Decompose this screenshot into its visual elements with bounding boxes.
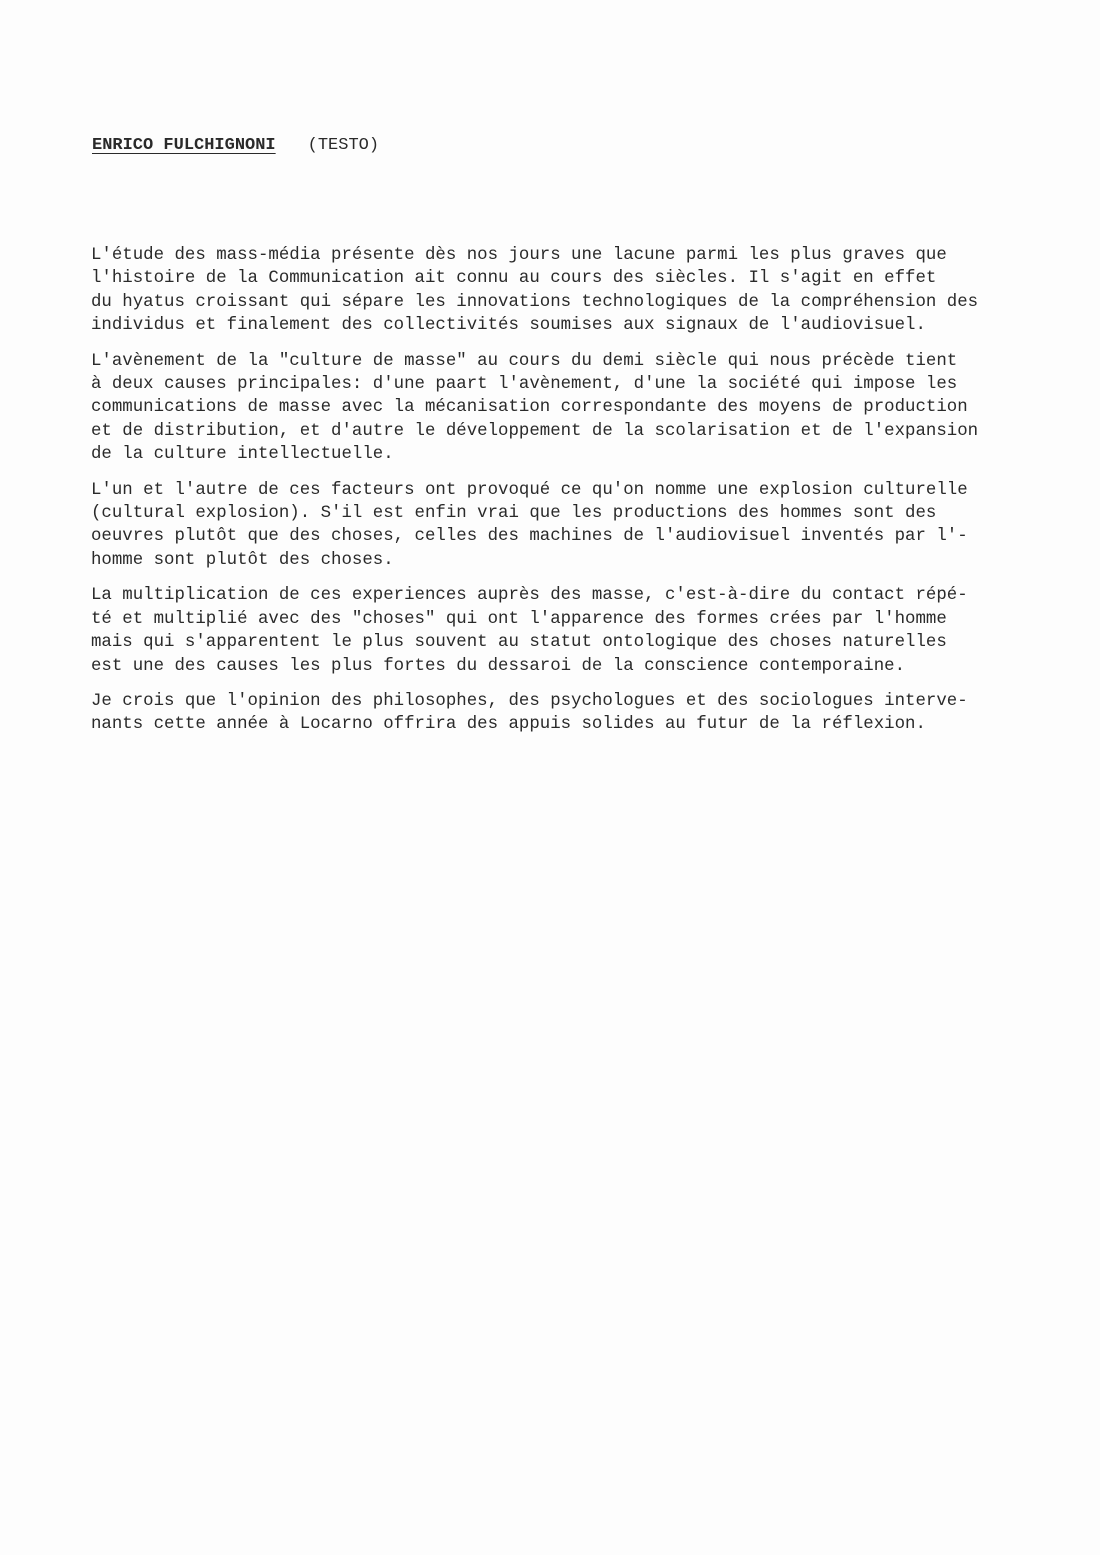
text-line: à deux causes principales: d'une paart l'avènement, d'une la société qui impose les	[91, 375, 958, 395]
text-line: L'avènement de la "culture de masse" au cours du demi siècle qui nous précède tient	[91, 351, 958, 371]
document-body	[91, 244, 1051, 749]
text-line: té et multiplié avec des "choses" qui ont l'apparence des formes crées par l'homme	[91, 609, 947, 629]
text-line: de la culture intellectuelle.	[91, 445, 394, 465]
document-label: (TESTO)	[307, 136, 380, 155]
text-line: L'un et l'autre de ces facteurs ont provoqué ce qu'on nomme une explosion culturelle	[91, 480, 968, 500]
text-line: communications de masse avec la mécanisation correspondante des moyens de production	[91, 398, 968, 418]
text-line: du hyatus croissant qui sépare les innovations technologiques de la compréhension des	[91, 292, 979, 312]
author-name: ENRICO FULCHIGNONI	[92, 136, 276, 155]
text-line: l'histoire de la Communication ait connu au cours des siècles. Il s'agit en effet	[91, 269, 937, 289]
paragraph-5	[91, 690, 1051, 737]
text-line: mais qui s'apparentent le plus souvent au statut ontologique des choses naturelles	[91, 633, 947, 653]
paragraph-4	[91, 584, 1051, 678]
text-line: nants cette année à Locarno offrira des appuis solides au futur de la réflexion.	[91, 715, 926, 735]
text-line: L'étude des mass-média présente dès nos jours une lacune parmi les plus graves que	[91, 246, 947, 265]
text-line: La multiplication de ces experiences auprès des masse, c'est-à-dire du contact répé-	[91, 586, 968, 606]
text-line: est une des causes les plus fortes du dessaroi de la conscience contemporaine.	[91, 656, 906, 676]
document-header	[92, 136, 379, 155]
text-line: (cultural explosion). S'il est enfin vrai que les productions des hommes sont des	[91, 504, 937, 524]
text-line: homme sont plutôt des choses.	[91, 550, 394, 570]
paragraph-3	[91, 479, 1051, 573]
text-line: Je crois que l'opinion des philosophes, des psychologues et des sociologues interve-	[91, 691, 968, 711]
text-line: oeuvres plutôt que des choses, celles des machines de l'audiovisuel inventés par l'-	[91, 527, 968, 547]
paragraph-2	[91, 350, 1051, 467]
text-line: individus et finalement des collectivités soumises aux signaux de l'audiovisuel.	[91, 316, 926, 336]
paragraph-1	[91, 244, 1051, 338]
text-line: et de distribution, et d'autre le développement de la scolarisation et de l'expansion	[91, 421, 979, 441]
